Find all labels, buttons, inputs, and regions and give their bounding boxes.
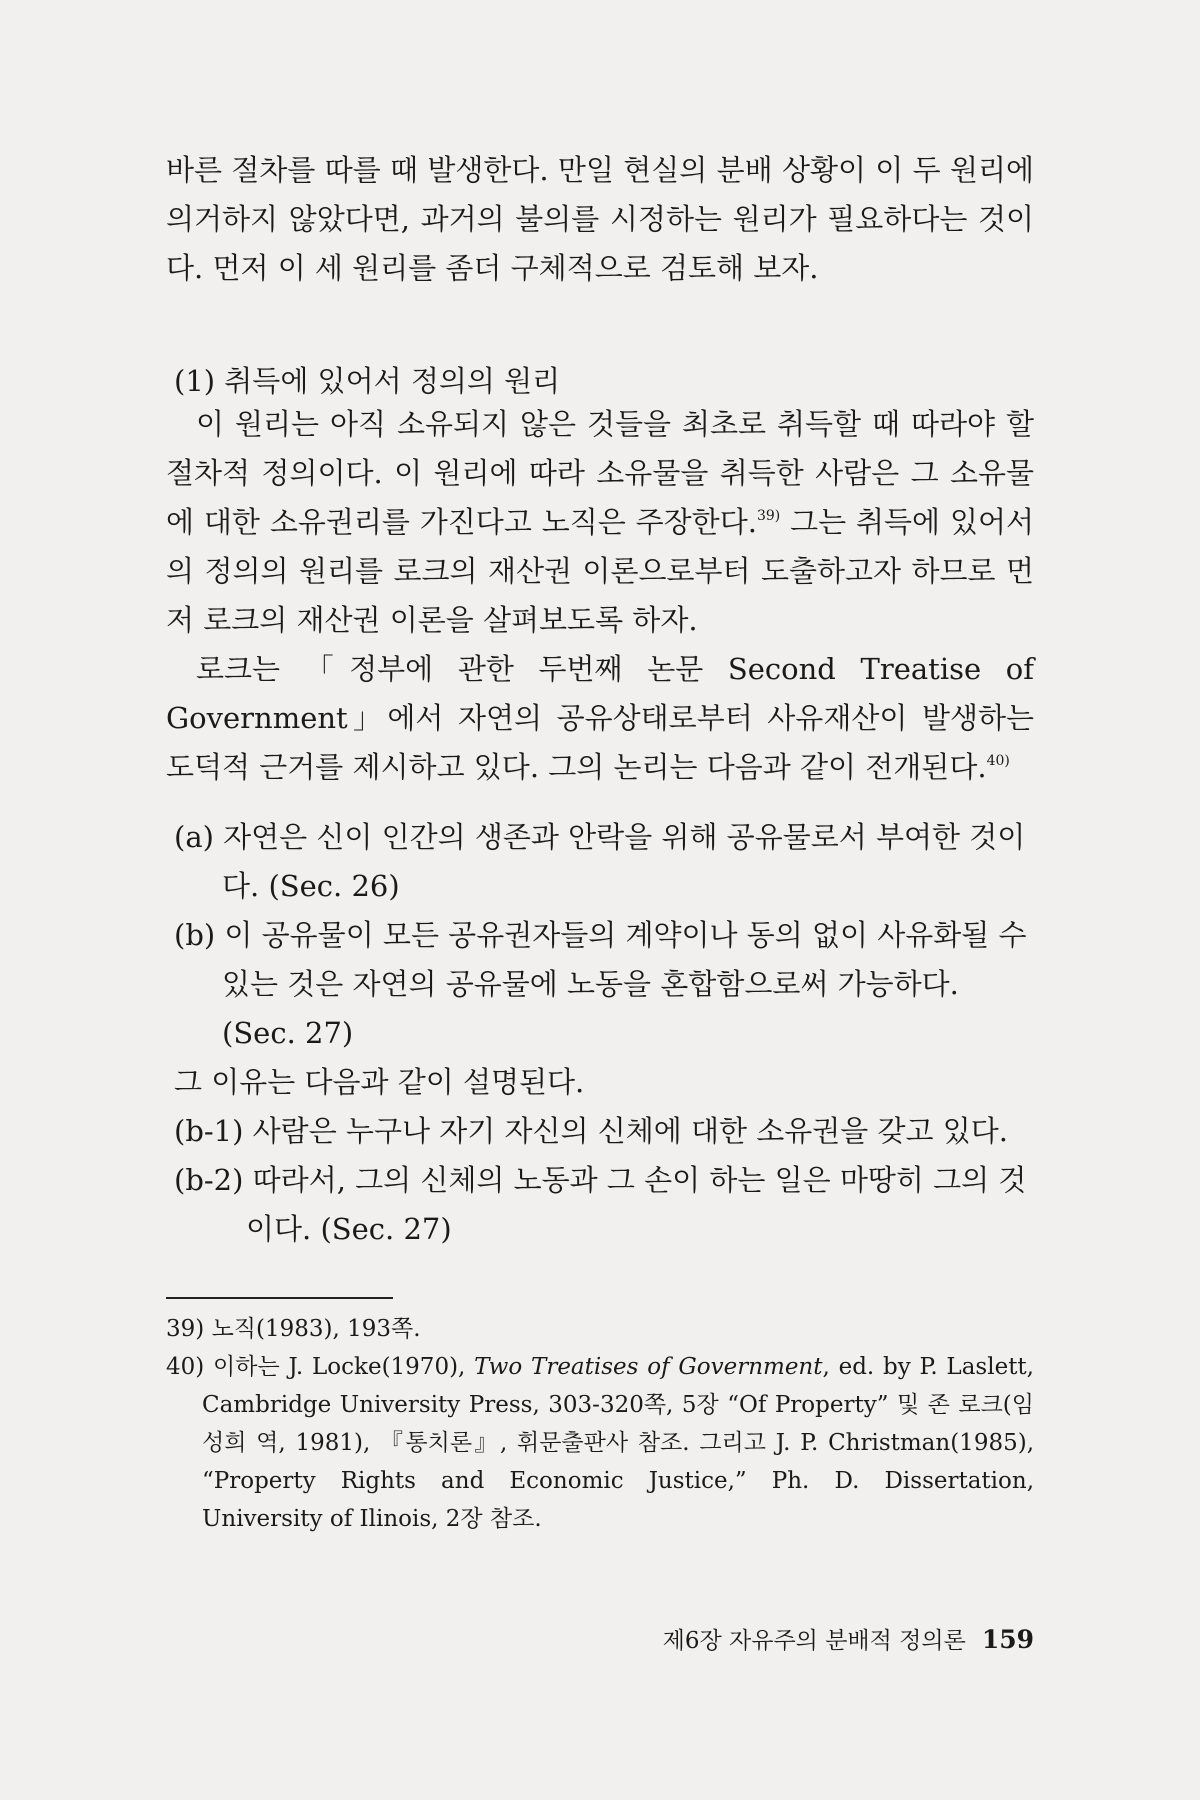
paragraph-acquisition xyxy=(166,400,1034,645)
paragraph-text: 로크는 「정부에 관한 두번째 논문 Second Treatise of Government」에서 자연의 공유상태로부터 사유재산이 발생하는 도덕적 근거를 제시하고 있다. 그의 논리는 다음과 같이 전개된다. xyxy=(166,652,1034,784)
footnote-40 xyxy=(166,1348,1034,1538)
intro-paragraph xyxy=(166,146,1034,293)
list-label: (a) xyxy=(174,820,214,854)
list-label: (b) xyxy=(174,918,216,952)
footnote-text: 노직(1983), 193쪽. xyxy=(211,1316,421,1342)
reason-text: 그 이유는 다음과 같이 설명된다. xyxy=(174,1065,585,1099)
footnote-number: 40) xyxy=(166,1354,205,1380)
running-title: 제6장 자유주의 분배적 정의론 xyxy=(662,1628,966,1654)
footnote-39 xyxy=(166,1310,1034,1348)
page-footer xyxy=(663,1620,1034,1661)
section-heading xyxy=(174,357,560,406)
book-title: Two Treatises of Government xyxy=(474,1354,823,1380)
paragraph-text-continued: 그는 취득에 있어서의 정의의 원리를 로크의 재산권 이론으로부터 도출하고자 하므로 먼저 로크의 재산권 이론을 살펴보도록 하자. xyxy=(166,505,1034,637)
list-text: 자연은 신이 인간의 생존과 안락을 위해 공유물로서 부여한 것이다. (Sec. 26) xyxy=(222,820,1026,903)
footnotes xyxy=(166,1310,1034,1538)
footnote-ref-40[interactable]: 40) xyxy=(986,753,1010,769)
list-text: 따라서, 그의 신체의 노동과 그 손이 하는 일은 마땅히 그의 것이다. (Sec. 27) xyxy=(246,1163,1027,1246)
footnote-ref-39[interactable]: 39) xyxy=(756,508,781,524)
list-item-b2 xyxy=(174,1156,1034,1254)
list-text: 사람은 누구나 자기 자신의 신체에 대한 소유권을 갖고 있다. xyxy=(252,1114,1008,1148)
footnote-divider xyxy=(166,1297,393,1299)
list-text: 이 공유물이 모든 공유권자들의 계약이나 동의 없이 사유화될 수 있는 것은 자연의 공유물에 노동을 혼합함으로써 가능하다. (Sec. 27) xyxy=(222,918,1027,1050)
footnote-text: 이하는 J. Locke(1970), xyxy=(213,1354,475,1380)
list-item-a xyxy=(174,813,1034,911)
reason-line xyxy=(174,1058,1034,1107)
section-heading-text: (1) 취득에 있어서 정의의 원리 xyxy=(174,364,561,398)
footnote-number: 39) xyxy=(166,1316,205,1342)
list-item-b1 xyxy=(174,1107,1034,1156)
paragraph-locke xyxy=(166,645,1034,792)
list-label: (b-2) xyxy=(174,1163,244,1197)
argument-list xyxy=(174,813,1034,1254)
page-number: 159 xyxy=(981,1625,1034,1654)
list-item-b xyxy=(174,911,1034,1058)
paragraph-text: 이 원리는 아직 소유되지 않은 것들을 최초로 취득할 때 따라야 할 절차적 정의이다. 이 원리에 따라 소유물을 취득한 사람은 그 소유물에 대한 소유권리를 가진다고 노직은 주장한다. xyxy=(166,407,1034,539)
list-label: (b-1) xyxy=(174,1114,244,1148)
footnote-text-continued: , ed. by P. Laslett, Cambridge University Press, 303-320쪽, 5장 “Of Property” 및 존 로크(임성희 역, 1981), 『통치론』, 휘문출판사 참조. 그리고 J. P. Christman(1985), “Property Rights and Economic Justice,” Ph. D. Dissertation, University of Ilinois, 2장 참조. xyxy=(202,1354,1034,1532)
intro-text: 바른 절차를 따를 때 발생한다. 만일 현실의 분배 상황이 이 두 원리에 의거하지 않았다면, 과거의 불의를 시정하는 원리가 필요하다는 것이다. 먼저 이 세 원리를 좀더 구체적으로 검토해 보자. xyxy=(166,153,1034,285)
